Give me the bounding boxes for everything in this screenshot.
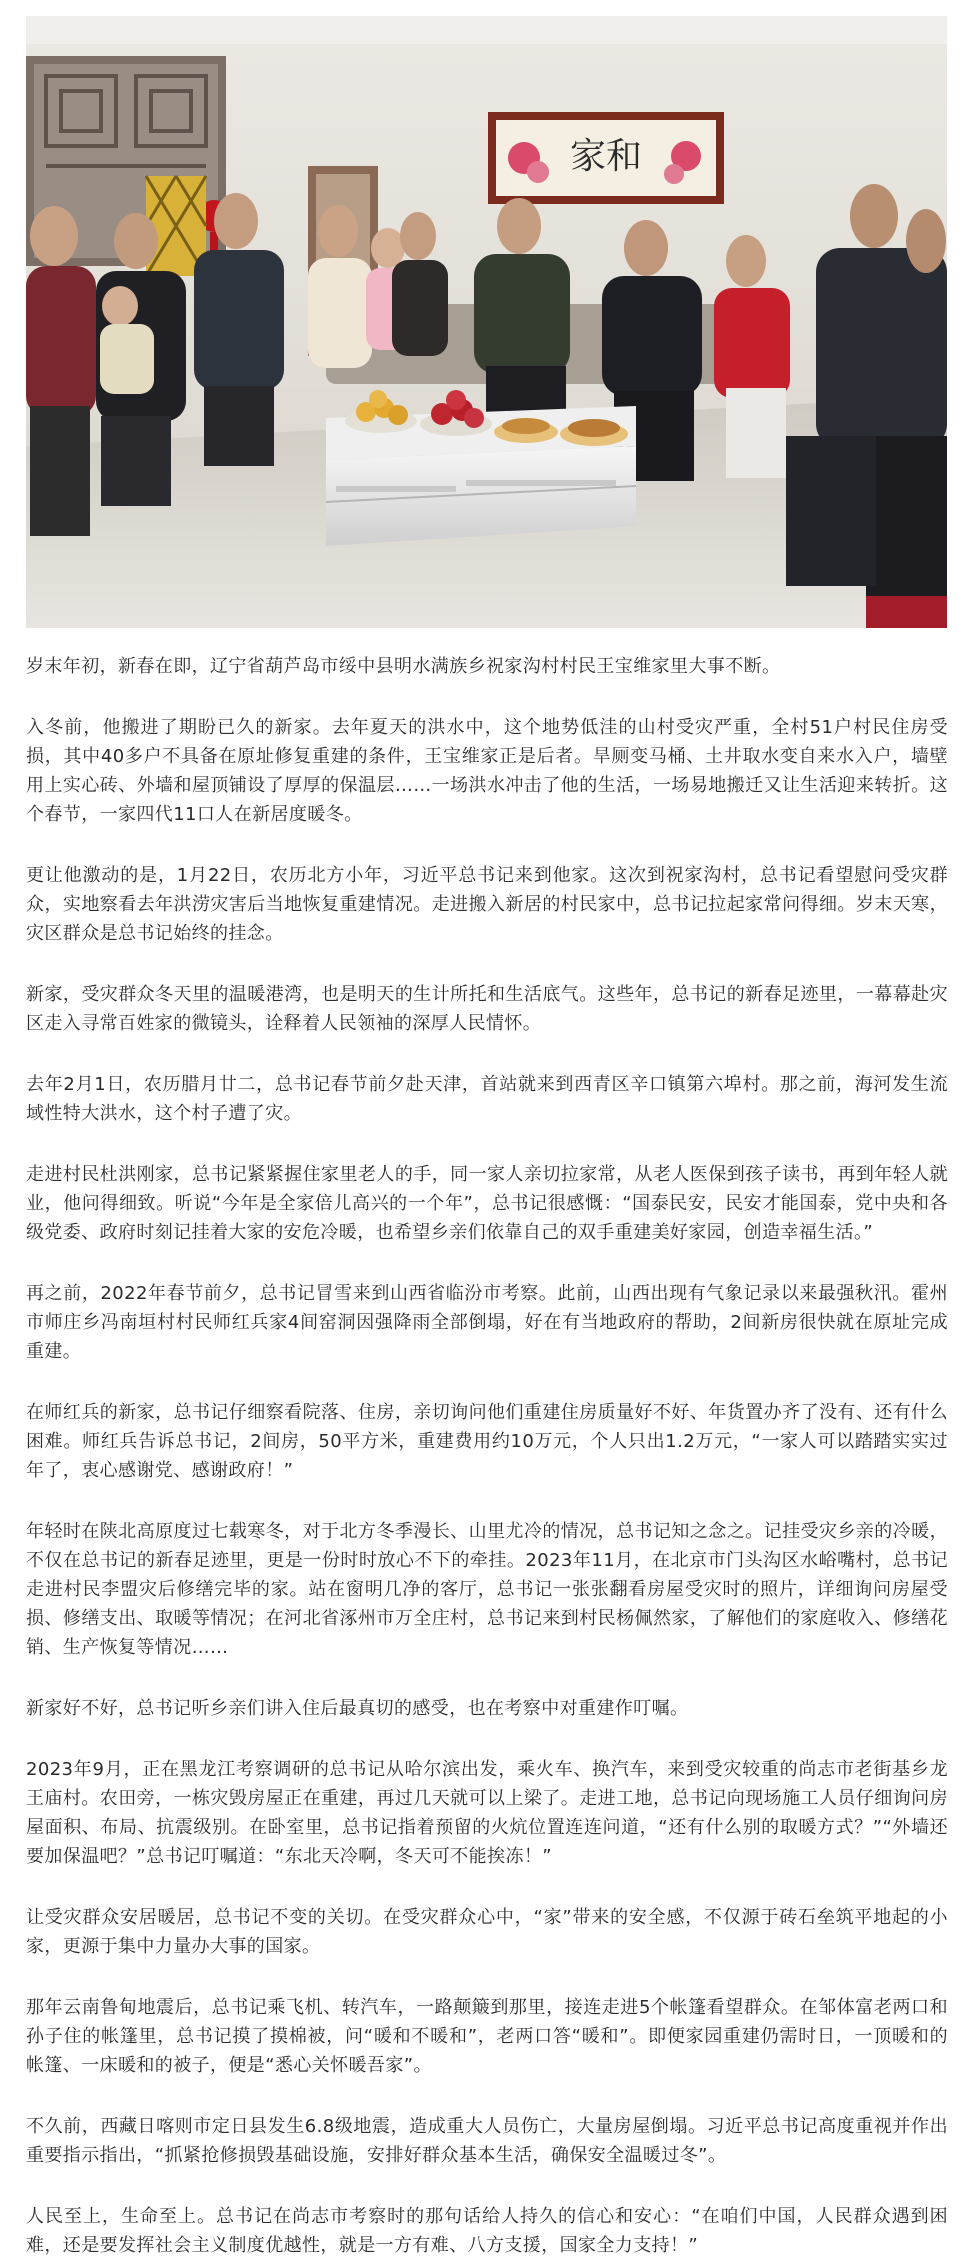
article-body	[26, 652, 948, 2260]
article-paragraph: 不久前，西藏日喀则市定日县发生6.8级地震，造成重大人员伤亡，大量房屋倒塌。习近平总书记高度重视并作出重要指示指出，“抓紧抢修损毁基础设施，安排好群众基本生活，确保安全温暖过冬”。	[26, 2116, 948, 2166]
calligraphy-text: 家和	[569, 136, 643, 177]
article-paragraph: 再之前，2022年春节前夕，总书记冒雪来到山西省临汾市考察。此前，山西出现有气象记录以来最强秋汛。霍州市师庄乡冯南垣村村民师红兵家4间窑洞因强降雨全部倒塌，好在有当地政府的帮助，2间新房很快就在原址完成重建。	[26, 1283, 948, 1362]
article-paragraph: 让受灾群众安居暖居，总书记不变的关切。在受灾群众心中，“家”带来的安全感，不仅源于砖石垒筑平地起的小家，更源于集中力量办大事的国家。	[26, 1907, 948, 1957]
article-paragraph: 年轻时在陕北高原度过七载寒冬，对于北方冬季漫长、山里尤冷的情况，总书记知之念之。记挂受灾乡亲的冷暖，不仅在总书记的新春足迹里，更是一份时时放心不下的牵挂。2023年11月，在北京市门头沟区水峪嘴村，总书记走进村民李盟灾后修缮完毕的家。站在窗明几净的客厅，总书记一张张翻看房屋受灾时的照片，详细询问房屋受损、修缮支出、取暖等情况；在河北省涿州市万全庄村，总书记来到村民杨佩然家，了解他们的家庭收入、修缮花销、生产恢复等情况……	[26, 1521, 948, 1658]
article-paragraph: 2023年9月，正在黑龙江考察调研的总书记从哈尔滨出发，乘火车、换汽车，来到受灾较重的尚志市老街基乡龙王庙村。农田旁，一栋灾毁房屋正在重建，再过几天就可以上梁了。走进工地，总书记向现场施工人员仔细询问房屋面积、布局、抗震级别。在卧室里，总书记指着预留的火炕位置连连问道，“还有什么别的取暖方式？”“外墙还要加保温吧？”总书记叮嘱道：“东北天冷啊，冬天可不能挨冻！”	[26, 1759, 948, 1867]
article-paragraph: 那年云南鲁甸地震后，总书记乘飞机、转汽车，一路颠簸到那里，接连走进5个帐篷看望群众。在邹体富老两口和孙子住的帐篷里，总书记摸了摸棉被，问“暖和不暖和”，老两口答“暖和”。即便家园重建仍需时日，一顶暖和的帐篷、一床暖和的被子，便是“悉心关怀暖吾家”。	[26, 1997, 948, 2076]
article-paragraph: 在师红兵的新家，总书记仔细察看院落、住房，亲切询问他们重建住房质量好不好、年货置办齐了没有、还有什么困难。师红兵告诉总书记，2间房，50平方米，重建费用约10万元，个人只出1.2万元，“一家人可以踏踏实实过年了，衷心感谢党、感谢政府！”	[26, 1402, 948, 1481]
calligraphy-painting	[488, 112, 724, 204]
photo-illustration	[26, 16, 947, 628]
news-photo	[26, 16, 947, 628]
article-paragraph: 新家好不好，总书记听乡亲们讲入住后最真切的感受，也在考察中对重建作叮嘱。	[26, 1698, 689, 1719]
article-paragraph: 人民至上，生命至上。总书记在尚志市考察时的那句话给人持久的信心和安心：“在咱们中国，人民群众遇到困难，还是要发挥社会主义制度优越性，就是一方有难、八方支援，国家全力支持！”	[26, 2206, 948, 2256]
article-paragraph: 岁末年初，新春在即，辽宁省葫芦岛市绥中县明水满族乡祝家沟村村民王宝维家里大事不断。	[26, 656, 781, 677]
article-paragraph: 更让他激动的是，1月22日，农历北方小年，习近平总书记来到他家。这次到祝家沟村，总书记看望慰问受灾群众，实地察看去年洪涝灾害后当地恢复重建情况。走进搬入新居的村民家中，总书记拉起家常问得细。岁末天寒，灾区群众是总书记始终的挂念。	[26, 865, 948, 944]
article-paragraph: 入冬前，他搬进了期盼已久的新家。去年夏天的洪水中，这个地势低洼的山村受灾严重，全村51户村民住房受损，其中40多户不具备在原址修复重建的条件，王宝维家正是后者。旱厕变马桶、土井取水变自来水入户，墙壁用上实心砖、外墙和屋顶铺设了厚厚的保温层……一场洪水冲击了他的生活，一场易地搬迁又让生活迎来转折。这个春节，一家四代11口人在新居度暖冬。	[26, 717, 948, 825]
article-paragraph: 走进村民杜洪刚家，总书记紧紧握住家里老人的手，同一家人亲切拉家常，从老人医保到孩子读书，再到年轻人就业，他问得细致。听说“今年是全家倍儿高兴的一个年”，总书记很感慨：“国泰民安，民安才能国泰，党中央和各级党委、政府时刻记挂着大家的安危冷暖，也希望乡亲们依靠自己的双手重建美好家园，创造幸福生活。”	[26, 1164, 948, 1243]
article-paragraph: 新家，受灾群众冬天里的温暖港湾，也是明天的生计所托和生活底气。这些年，总书记的新春足迹里，一幕幕赴灾区走入寻常百姓家的微镜头，诠释着人民领袖的深厚人民情怀。	[26, 984, 948, 1034]
article-paragraph: 去年2月1日，农历腊月廿二，总书记春节前夕赴天津，首站就来到西青区辛口镇第六埠村。那之前，海河发生流域性特大洪水，这个村子遭了灾。	[26, 1074, 948, 1124]
